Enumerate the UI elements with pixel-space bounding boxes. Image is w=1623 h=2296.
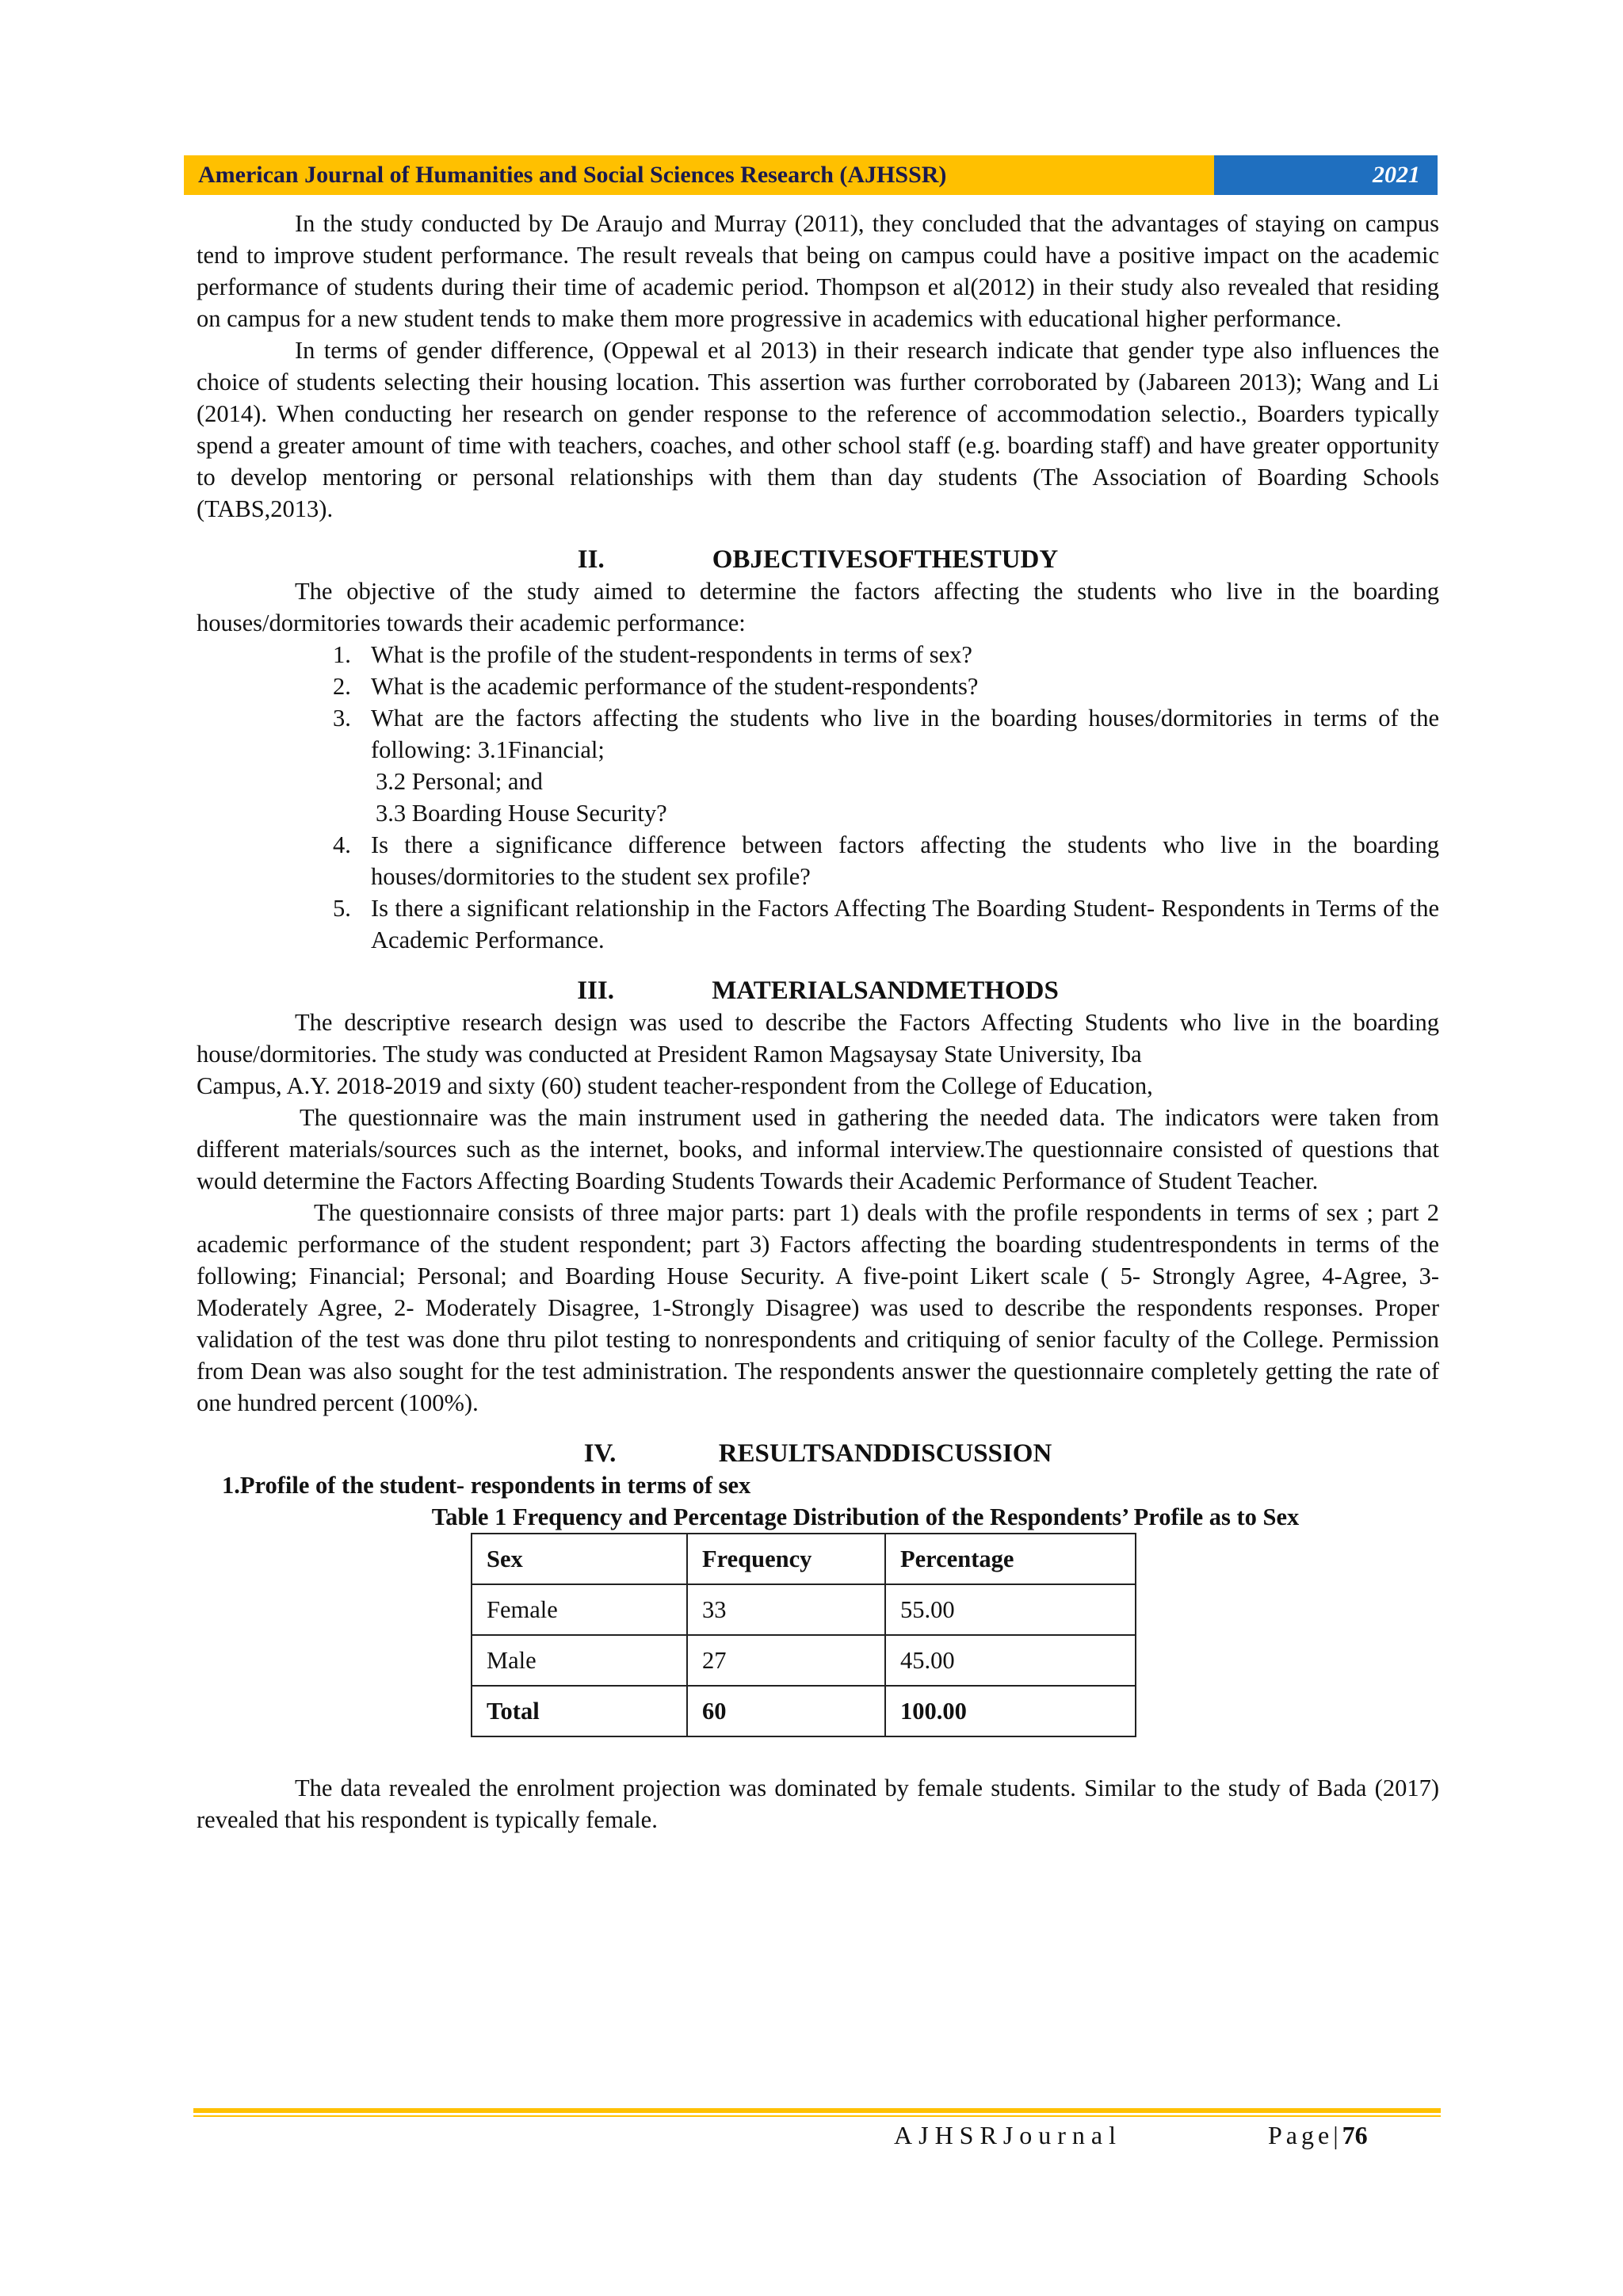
journal-title: American Journal of Humanities and Social Sciences Research (AJHSSR) [184,155,1214,195]
table-cell: 33 [687,1584,885,1635]
list-item: 4. Is there a significance difference between factors affecting the students who live in the boarding houses/dormitories to the student sex profile? [333,831,1439,890]
journal-header [184,155,1438,195]
sub-item: 3.2 Personal; and [376,768,543,795]
list-item: 1. What is the profile of the student-respondents in terms of sex? [333,641,972,668]
table-header-cell: Frequency [687,1534,885,1584]
table-cell: 45.00 [885,1635,1136,1686]
table-header-row [472,1534,1136,1584]
list-item: 5. Is there a significant relationship in the Factors Affecting The Boarding Student- Respondents in Terms of the Academic Performance. [333,895,1439,953]
section-number: II. [577,545,605,574]
section-heading-results [197,1438,1439,1469]
methods-paragraph-2: The questionnaire was the main instrument used in gathering the needed data. The indicators were taken from different materials/sources such as the internet, books, and informal interview.The questionnaire consisted of questions that would determine the Factors Affecting Boarding Students Towards their Academic Performance of Student Teacher. [197,1104,1439,1194]
section-title: RESULTSANDDISCUSSION [718,1439,1052,1468]
table-cell: 55.00 [885,1584,1136,1635]
table-cell: 27 [687,1635,885,1686]
footer-rule [193,2108,1441,2113]
objectives-intro: The objective of the study aimed to determine the factors affecting the students who live in the boarding houses/dormitories towards their academic performance: [197,578,1439,636]
journal-year: 2021 [1214,155,1438,195]
paragraph-intro-2: In terms of gender difference, (Oppewal et al 2013) in their research indicate that gender type also influences the choice of students selecting their housing location. This assertion was further corroborated by (Jabareen 2013); Wang and Li (2014). When conducting her research on gender response to the reference of accommodation selectio., Boarders typically spend a greater amount of time with teachers, coaches, and other school staff (e.g. boarding staff) and have greater opportunity to develop mentoring or personal relationships with them than day students (The Association of Boarding Schools (TABS,2013). [197,337,1439,522]
table-cell: Female [472,1584,687,1635]
page-content [197,208,1439,1836]
section-number: III. [577,976,614,1005]
methods-paragraph-1-cont: Campus, A.Y. 2018-2019 and sixty (60) student teacher-respondent from the College of Education, [197,1072,1153,1099]
table-cell: Male [472,1635,687,1686]
table-total-row [472,1686,1136,1736]
sub-item: 3.3 Boarding House Security? [376,800,667,827]
sex-profile-table [471,1533,1136,1737]
paragraph-intro-1: In the study conducted by De Araujo and Murray (2011), they concluded that the advantages of staying on campus tend to improve student performance. The result reveals that being on campus could have a positive impact on the academic performance of students during their time of academic period. Thompson et al(2012) in their study also revealed that residing on campus for a new student tends to make them more progressive in academics with educational higher performance. [197,210,1439,332]
list-item: 2. What is the academic performance of the student-respondents? [333,673,979,700]
footer-page [1268,2121,1368,2150]
methods-paragraph-3: The questionnaire consists of three major parts: part 1) deals with the profile respondents in terms of sex ; part 2 academic performance of the student respondent; part 3) Factors affecting the boarding studentrespondents in terms of the following; Financial; Personal; and Boarding House Security. A five-point Likert scale ( 5- Strongly Agree, 4-Agree, 3-Moderately Agree, 2- Moderately Disagree, 1-Strongly Disagree) was used to describe the respondents responses. Proper validation of the test was done thru pilot testing to nonrespondents and critiquing of senior faculty of the College. Permission from Dean was also sought for the test administration. The respondents answer the questionnaire completely getting the rate of one hundred percent (100%). [197,1199,1439,1416]
results-discussion: The data revealed the enrolment projection was dominated by female students. Similar to the study of Bada (2017) revealed that his respondent is typically female. [197,1775,1439,1833]
methods-paragraph-1: The descriptive research design was used to describe the Factors Affecting Students who live in the boarding house/dormitories. The study was conducted at President Ramon Magsaysay State University, Iba [197,1009,1439,1068]
table-cell: Total [472,1686,687,1736]
section-heading-methods [197,975,1439,1007]
section-title: MATERIALSANDMETHODS [712,976,1059,1005]
table-row [472,1584,1136,1635]
table-row [472,1635,1136,1686]
page-number: 76 [1342,2121,1368,2149]
table-cell: 100.00 [885,1686,1136,1736]
page-label: Page| [1268,2121,1342,2149]
section-number: IV. [583,1439,617,1468]
footer-rule-thin [193,2115,1441,2117]
footer-journal: AJHSRJournal [894,2121,1123,2149]
table-header-cell: Percentage [885,1534,1136,1584]
table-header-cell: Sex [472,1534,687,1584]
table-cell: 60 [687,1686,885,1736]
objectives-list [197,639,1439,956]
table-caption: Table 1 Frequency and Percentage Distribution of the Respondents’ Profile as to Sex [431,1503,1300,1530]
section-heading-objectives [197,544,1439,575]
results-subheading: 1.Profile of the student- respondents in terms of sex [222,1472,751,1499]
list-item: 3. What are the factors affecting the students who live in the boarding houses/dormitories in terms of the following: 3.1Financial; 3.2 Personal; and 3.3 Boarding House Security? [333,705,1439,827]
section-title: OBJECTIVESOFTHESTUDY [712,545,1059,574]
